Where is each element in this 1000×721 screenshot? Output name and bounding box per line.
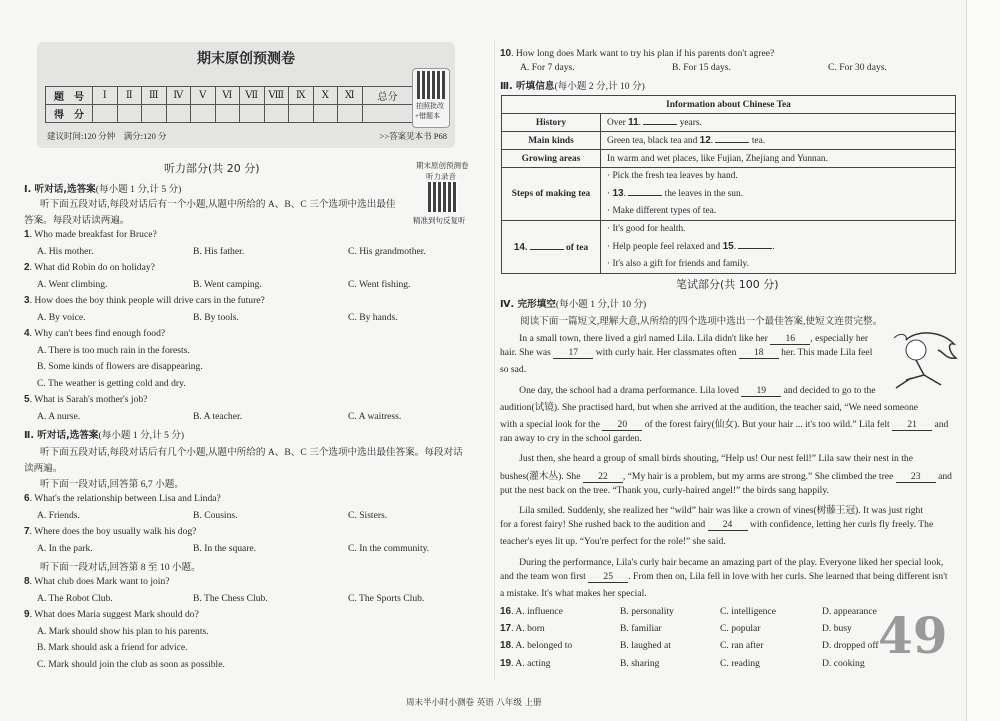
qr-caption: 拍照批改 (416, 102, 444, 110)
option-row: 16. A. influence (500, 606, 563, 617)
listening-qr-caption: 精准到句反复听 (413, 216, 466, 225)
section-instruction (40, 559, 201, 573)
question-text: What does Maria suggest Mark should do? (34, 609, 199, 620)
cloze-blank[interactable]: 24 (708, 519, 748, 531)
option-c: C. The Sports Club. (348, 592, 425, 604)
option (348, 510, 387, 521)
row-label: Main kinds (502, 132, 601, 150)
option-b: B. For 15 days. (672, 62, 731, 73)
score-cell[interactable] (117, 105, 142, 123)
blank-number: 13 (612, 188, 624, 199)
passage-text: Just then, she heard a group of small birds shouting, “Help us! Our nest fell!” Lila saw their nest in the (500, 453, 913, 465)
answer-blank[interactable] (738, 248, 772, 249)
passage-text: , especially her (810, 333, 869, 344)
question-text: How long does Mark want to try his plan if his parents don't agree? (515, 48, 775, 59)
option-a: A. Went climbing. (37, 278, 108, 290)
score-cell[interactable] (93, 105, 118, 123)
score-column-header: Ⅰ (93, 87, 118, 105)
option-b: B. Cousins. (193, 509, 238, 521)
question-text: What club does Mark want to join? (34, 576, 170, 587)
option-c: C. In the community. (348, 542, 430, 554)
cell-text: · It's good for health. (607, 224, 686, 234)
cloze-blank[interactable]: 18 (739, 347, 779, 359)
score-cell[interactable] (362, 105, 413, 123)
row-label: Growing areas (502, 150, 601, 168)
passage-text: so sad. (500, 364, 527, 376)
option-b: B. By tools. (193, 311, 239, 323)
cloze-blank[interactable]: 17 (553, 347, 593, 359)
question-number: 8 (24, 576, 30, 587)
question-number: 9 (24, 609, 30, 620)
option-d: D. dropped off (822, 640, 879, 652)
option (37, 378, 186, 389)
tea-info-table: Information about Chinese Tea History Over 11. years. Main kinds Green tea, black tea and 12. tea. Growing areas In warm and wet places, like Fujian, Zhejiang and Yunnan. Steps of making tea · Pick the fresh tea leaves by hand. · 13. the leaves in the sun. · Make different types of tea. 14. of tea · It's good for health. · Help people feel relaxed and 15. . · It's also a gift for friends and family. (501, 95, 956, 274)
passage-text: and decided to go to the (781, 384, 876, 396)
question: 4. Why can't bees find enough food? (24, 328, 166, 339)
question-number: 4 (24, 328, 30, 339)
score-cell[interactable] (338, 105, 363, 123)
row-label: Steps of making tea (502, 168, 601, 221)
option (822, 640, 879, 651)
option (37, 361, 203, 372)
listening-qr-caption: 期末原创预测卷 (416, 161, 469, 170)
option (37, 345, 190, 356)
passage-text: and the team won first (500, 570, 589, 582)
option (193, 411, 242, 422)
question-number: 5 (24, 394, 30, 405)
option (822, 623, 852, 634)
cloze-blank[interactable]: 22 (583, 471, 623, 483)
option (193, 510, 238, 521)
time-info: 建议时间:120 分钟 满分:120 分 (47, 131, 167, 141)
score-cell[interactable] (142, 105, 167, 123)
question-number: 3 (24, 295, 30, 306)
passage-text: bushes(灌木丛). She (500, 470, 583, 482)
score-row-label: 题 号 (46, 87, 93, 105)
option (720, 658, 760, 669)
score-column-header: Ⅳ (166, 87, 191, 105)
option-c: C. Mark should join the club as soon as possible. (37, 658, 225, 670)
option-a: A. belonged to (515, 640, 573, 652)
option-a: A. By voice. (37, 311, 86, 323)
passage-text: audition(试镜). She practised hard, but when she arrived at the audition, the teacher said, “We need someone (500, 401, 919, 413)
score-cell[interactable] (289, 105, 314, 123)
passage-line (500, 450, 913, 464)
option-c: C. For 30 days. (828, 62, 887, 73)
passage-text: Lila smiled. Suddenly, she realized her “wild” hair was like a crown of vines(树藤王冠). It was just right (500, 505, 923, 516)
option-d: D. busy (822, 623, 852, 635)
question: 5. What is Sarah's mother's job? (24, 394, 148, 405)
blank-number: 15 (722, 241, 734, 252)
option-a: A. In the park. (37, 542, 93, 554)
option-b: B. His father. (193, 245, 245, 257)
option (822, 606, 877, 617)
page-edge (966, 0, 1000, 721)
cell-text: the leaves in the sun. (662, 189, 743, 199)
instruction-text: 听下面五段对话,每段对话后有一个小题,从题中所给的 A、B、C 三个选项中选出最佳 (40, 199, 396, 210)
section-instruction (40, 476, 184, 490)
option (620, 623, 662, 634)
cell-text: In warm and wet places, like Fujian, Zhejiang and Yunnan. (601, 150, 956, 168)
option-b: B. familiar (620, 623, 662, 635)
instruction-text: 听下面五段对话,每段对话后有几个小题,从题中所给的 A、B、C 三个选项中选出最佳答案。每段对话 (40, 447, 463, 458)
option (348, 593, 424, 604)
passage-text: her. This made Lila feel (778, 347, 873, 359)
listening-qr-code-icon[interactable] (428, 182, 458, 212)
score-cell[interactable] (166, 105, 191, 123)
passage-line (500, 502, 923, 516)
option (620, 606, 674, 617)
passage-text: , “My hair is a problem, but my arms are strong.” She climbed the tree (622, 470, 896, 482)
passage-text: hair. She was (500, 347, 554, 359)
correction-qr[interactable] (412, 68, 450, 128)
question-text: What is Sarah's mother's job? (34, 394, 148, 405)
section-score: (每小题 2 分,计 10 分) (554, 81, 645, 92)
score-cell[interactable] (313, 105, 338, 123)
blank-number: 14 (513, 241, 525, 253)
section-2-header (24, 427, 184, 441)
cell-text: · Make different types of tea. (607, 206, 717, 216)
option-c: C. intelligence (720, 606, 776, 617)
cell-text: years. (677, 118, 702, 128)
option-a: A. born (515, 623, 545, 635)
writing-section-title: 笔试部分(共 100 分) (676, 278, 779, 291)
option (37, 593, 113, 604)
cloze-blank[interactable]: 16 (770, 333, 810, 345)
option (720, 606, 776, 617)
score-cell[interactable] (264, 105, 289, 123)
option (37, 510, 80, 521)
score-cell[interactable] (215, 105, 240, 123)
instruction-text: 答案。每段对话读两遍。 (24, 215, 130, 226)
instruction-text: 听下面一段对话,回答第 6,7 小题。 (40, 479, 184, 490)
passage-line (500, 536, 726, 547)
cell-text: · Pick the fresh tea leaves by hand. (607, 171, 738, 181)
option-c: C. Went fishing. (348, 278, 411, 290)
row-label: History (502, 114, 601, 132)
option-a: A. Mark should show his plan to his parents. (37, 625, 209, 637)
option (37, 642, 188, 653)
cloze-blank[interactable]: 20 (602, 419, 642, 431)
score-cell[interactable] (191, 105, 216, 123)
running-girl-illustration (886, 330, 958, 392)
passage-line (500, 571, 948, 583)
option-c: C. By hands. (348, 311, 398, 323)
option-c: C. His grandmother. (348, 245, 426, 257)
passage-line (500, 399, 918, 413)
option-row: 18. A. belonged to (500, 640, 573, 652)
option (348, 543, 429, 554)
option-d: D. appearance (822, 606, 877, 617)
passage-line (500, 330, 868, 345)
question-number: 17 (500, 623, 512, 635)
section-instruction (40, 444, 463, 458)
question-number: 2 (24, 262, 30, 273)
option-a: A. acting (515, 657, 551, 669)
option (37, 411, 80, 422)
question: 7. Where does the boy usually walk his dog? (24, 526, 197, 537)
footer: 周末半小时小测卷 英语 八年级 上册 (406, 698, 542, 708)
question-number: 16 (500, 606, 512, 617)
option (37, 659, 225, 670)
page-number: 49 (878, 606, 948, 665)
listening-section-title: 听力部分(共 20 分) (164, 162, 260, 175)
section-heading: Ⅰ. 听对话,选答案 (24, 184, 96, 195)
option-b: B. A teacher. (193, 410, 243, 422)
question: 1. Who made breakfast for Bruce? (24, 229, 157, 240)
score-column-header: Ⅲ (142, 87, 167, 105)
cloze-blank[interactable]: 23 (896, 471, 936, 483)
passage-text: and (935, 470, 952, 482)
option-b: B. Mark should ask a friend for advice. (37, 642, 188, 653)
exam-header (37, 42, 455, 148)
option-row: 19. A. acting (500, 657, 551, 669)
cell-text: · (607, 189, 613, 199)
section-heading: Ⅳ. 完形填空 (500, 299, 556, 310)
option-b: B. personality (620, 606, 674, 617)
option (720, 623, 761, 634)
cell-text: Over (607, 118, 629, 128)
option-a: A. The Robot Club. (37, 592, 113, 604)
cell-text: tea. (749, 136, 766, 146)
passage-text: a mistake. It's what makes her special. (500, 588, 647, 599)
passage-line (500, 588, 647, 599)
column-divider (494, 40, 495, 680)
passage-line (500, 554, 943, 568)
passage-line (500, 364, 526, 375)
score-column-header: 总分 (362, 87, 413, 105)
question-text: What's the relationship between Lisa and Linda? (34, 493, 221, 504)
option-c: C. The weather is getting cold and dry. (37, 377, 186, 389)
option (348, 246, 426, 257)
option (37, 312, 86, 323)
question-text: Where does the boy usually walk his dog? (34, 526, 197, 537)
passage-text: with confidence, letting her curls fly freely. The (747, 519, 934, 531)
option-row: 17. A. born (500, 623, 545, 635)
answer-blank[interactable] (628, 195, 662, 196)
option (37, 279, 107, 290)
option (193, 593, 268, 604)
option (193, 246, 244, 257)
option-c: C. Sisters. (348, 509, 388, 521)
section-score: (每小题 1 分,计 5 分) (98, 430, 185, 441)
table-title: Information about Chinese Tea (502, 96, 956, 114)
cloze-blank[interactable]: 19 (741, 385, 781, 397)
question-text: What did Robin do on holiday? (34, 262, 155, 273)
option-b: B. Went camping. (193, 278, 262, 290)
score-column-header: Ⅹ (313, 87, 338, 105)
question-number: 19 (500, 657, 512, 669)
score-row-label: 得 分 (46, 105, 93, 123)
option (193, 279, 262, 290)
question-text: How does the boy think people will drive cars in the future? (34, 295, 265, 306)
option-c: C. ran after (720, 640, 764, 652)
section-score: (每小题 1 分,计 5 分) (95, 184, 182, 195)
option (620, 640, 671, 651)
cloze-blank[interactable]: 21 (892, 419, 932, 431)
cloze-blank[interactable]: 25 (588, 571, 628, 583)
exam-title: 期末原创预测卷 (197, 51, 295, 67)
score-cell[interactable] (240, 105, 265, 123)
score-column-header: Ⅱ (117, 87, 142, 105)
passage-text: put the nest back on the tree. “Thank you, curly-haired angel!” the birds sang happily. (500, 484, 829, 496)
qr-code-icon (417, 71, 445, 99)
option (720, 640, 763, 651)
option-b: B. The Chess Club. (193, 592, 268, 604)
passage-text: In a small town, there lived a girl named Lila. Lila didn't like her (500, 333, 771, 344)
option (620, 658, 659, 669)
cell-text: . (772, 242, 775, 252)
option (37, 543, 93, 554)
option (822, 658, 865, 669)
passage-line (500, 485, 829, 496)
passage-text: with a special look for the (500, 419, 603, 430)
blank-number: 11 (628, 117, 639, 128)
question-number: 18 (500, 640, 512, 652)
passage-text: and (932, 419, 949, 430)
instruction-text: 读两遍。 (24, 463, 63, 474)
passage-text: One day, the school had a drama performance. Lila loved (500, 384, 742, 396)
question: 2. What did Robin do on holiday? (24, 262, 155, 273)
option (348, 411, 401, 422)
passage-line (500, 347, 872, 359)
question-number: 6 (24, 493, 30, 504)
option-c: C. A waitress. (348, 410, 402, 422)
question-number: 10 (500, 48, 512, 59)
option-a: A. For 7 days. (520, 62, 575, 73)
passage-text: teacher's eyes lit up. “You're perfect for the role!” she said. (500, 536, 726, 548)
option-b: B. In the square. (193, 542, 257, 554)
score-column-header: Ⅶ (240, 87, 265, 105)
cell-text: · Help people feel relaxed and (607, 242, 723, 252)
option-a: A. influence (515, 606, 563, 617)
option-a: A. There is too much rain in the forests. (37, 344, 190, 356)
passage-text: During the performance, Lila's curly hair became an amazing part of the play. Everyone liked her special look, (500, 556, 944, 568)
section-heading: Ⅲ. 听填信息 (500, 81, 555, 92)
passage-text: . From then on, Lila fell in love with her curls. She learned that being different isn't (628, 570, 948, 582)
section-instruction (40, 196, 396, 210)
option (348, 279, 410, 290)
score-column-header: Ⅸ (289, 87, 314, 105)
answer-reference: >>答案见本书 P68 (379, 131, 447, 141)
passage-text: for a forest fairy! She rushed back to the audition and (500, 519, 708, 531)
question: 8. What club does Mark want to join? (24, 576, 170, 587)
passage-line (500, 433, 642, 444)
passage-line (500, 416, 948, 431)
question-number: 7 (24, 526, 30, 537)
score-column-header: Ⅴ (191, 87, 216, 105)
section-score: (每小题 1 分,计 10 分) (555, 299, 647, 310)
instruction-text: 听下面一段对话,回答第 8 至 10 小题。 (40, 562, 201, 573)
row-label: of tea (563, 242, 589, 253)
question-number: 1 (24, 229, 30, 240)
score-column-header: Ⅵ (215, 87, 240, 105)
question: 9. What does Maria suggest Mark should do? (24, 609, 199, 620)
option-d: D. cooking (822, 657, 865, 669)
option (37, 626, 209, 637)
question: 3. How does the boy think people will drive cars in the future? (24, 295, 265, 306)
option-c: C. reading (720, 657, 760, 669)
option-a: A. His mother. (37, 245, 94, 257)
option (193, 312, 239, 323)
passage-text: ran away to cry in the school garden. (500, 433, 642, 445)
option (193, 543, 256, 554)
blank-number: 12 (699, 135, 711, 146)
option-c: C. popular (720, 623, 761, 635)
section-1-header (24, 181, 181, 195)
listening-qr-caption: 听力录音 (426, 172, 456, 181)
option-b: B. Some kinds of flowers are disappearing. (37, 361, 203, 372)
passage-line (500, 468, 952, 483)
option (348, 312, 398, 323)
score-column-header: Ⅺ (338, 87, 363, 105)
section-instruction (24, 460, 62, 474)
option-b: B. sharing (620, 657, 660, 669)
cell-text: Green tea, black tea and (607, 136, 700, 146)
section-heading: Ⅱ. 听对话,选答案 (24, 430, 99, 441)
option (37, 246, 94, 257)
passage-text: of the forest fairy(仙女). But your hair ... it's too wild.” Lila felt (642, 419, 893, 430)
option-a: A. Friends. (37, 509, 80, 521)
score-table (45, 86, 414, 123)
cell-text: · It's also a gift for friends and family. (607, 259, 749, 269)
passage-text: with curly hair. Her classmates often (593, 347, 739, 359)
passage-line (500, 519, 933, 531)
score-column-header: Ⅷ (264, 87, 289, 105)
question-text: Why can't bees find enough food? (34, 328, 166, 339)
question-text: Who made breakfast for Bruce? (34, 229, 157, 240)
option-a: A. A nurse. (37, 410, 81, 422)
section-instruction: 阅读下面一篇短文,理解大意,从所给的四个选项中选出一个最佳答案,使短文连贯完整。 (520, 316, 883, 327)
answer-blank[interactable] (643, 124, 677, 125)
passage-line (500, 382, 876, 397)
qr-caption: +错题本 (415, 112, 440, 120)
option-b: B. laughed at (620, 640, 671, 652)
question: 6. What's the relationship between Lisa and Linda? (24, 493, 221, 504)
section-instruction (24, 212, 130, 226)
answer-blank[interactable] (715, 142, 749, 143)
answer-blank[interactable] (530, 249, 564, 250)
